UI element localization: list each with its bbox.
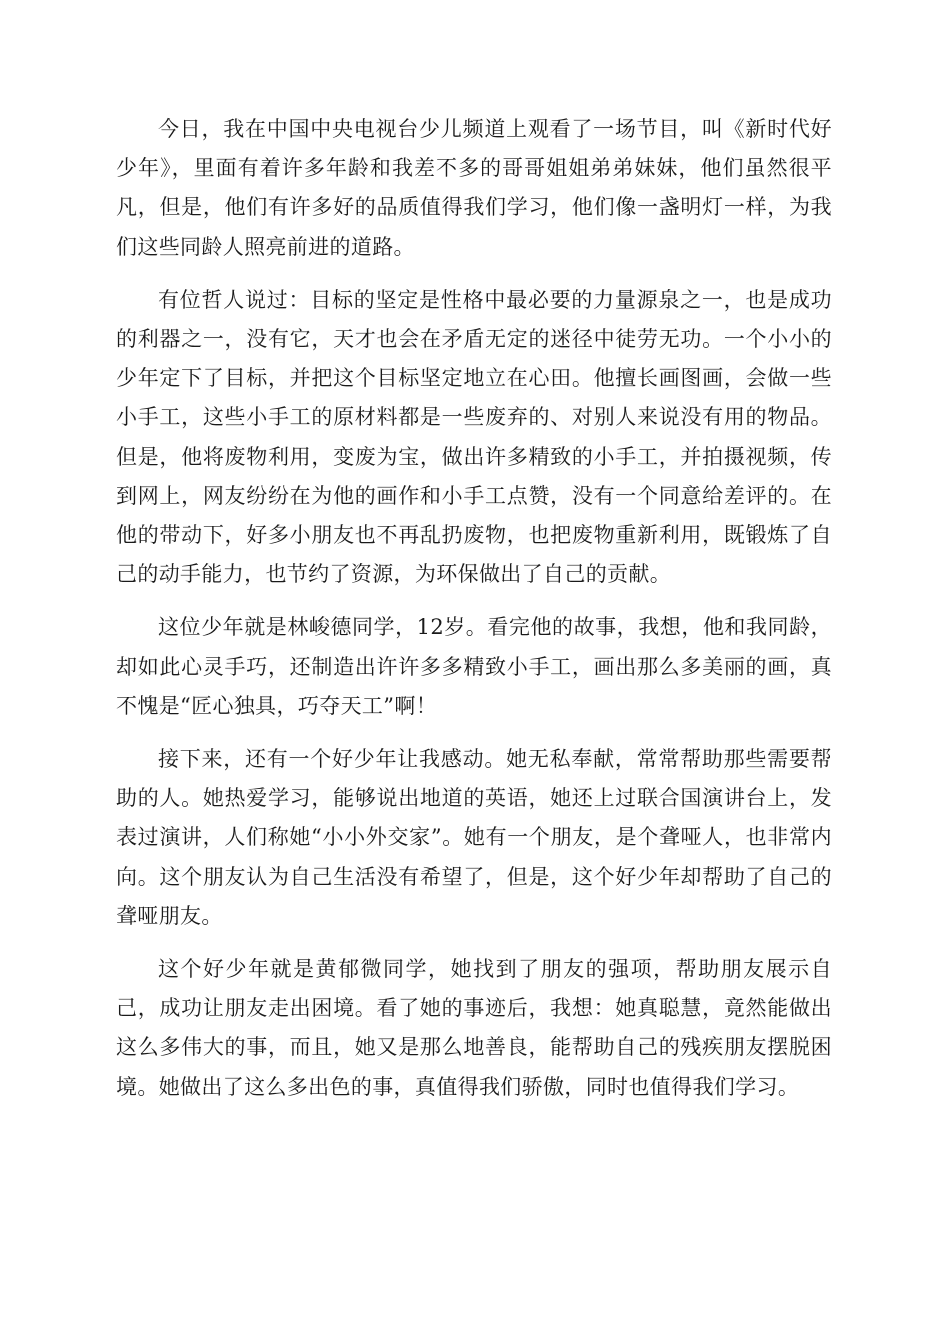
document-page — [116, 110, 832, 1121]
paragraph-2: 有位哲人说过：目标的坚定是性格中最必要的力量源泉之一，也是成功的利器之一，没有它，天才也会在矛盾无定的迷径中徒劳无功。一个小小的少年定下了目标，并把这个目标坚定地立在心田。他擅长画图画，会做一些小手工，这些小手工的原材料都是一些废弃的、对别人来说没有用的物品。但是，他将废物利用，变废为宝，做出许多精致的小手工，并拍摄视频，传到网上，网友纷纷在为他的画作和小手工点赞，没有一个同意给差评的。在他的带动下，好多小朋友也不再乱扔废物，也把废物重新利用，既锻炼了自己的动手能力，也节约了资源，为环保做出了自己的贡献。 — [116, 287, 832, 587]
paragraph-3: 这位少年就是林峻德同学，12岁。看完他的故事，我想，他和我同龄，却如此心灵手巧，还制造出许许多多精致小手工，画出那么多美丽的画，真不愧是“匠心独具，巧夺天工”啊！ — [116, 615, 832, 718]
paragraph-4: 接下来，还有一个好少年让我感动。她无私奉献，常常帮助那些需要帮助的人。她热爱学习，能够说出地道的英语，她还上过联合国演讲台上，发表过演讲，人们称她“小小外交家”。她有一个朋友，是个聋哑人，也非常内向。这个朋友认为自己生活没有希望了，但是，这个好少年却帮助了自己的聋哑朋友。 — [116, 747, 832, 928]
paragraph-1: 今日，我在中国中央电视台少儿频道上观看了一场节目，叫《新时代好少年》，里面有着许多年龄和我差不多的哥哥姐姐弟弟妹妹，他们虽然很平凡，但是，他们有许多好的品质值得我们学习，他们像一盏明灯一样，为我们这些同龄人照亮前进的道路。 — [116, 117, 832, 259]
paragraph-5: 这个好少年就是黄郁微同学，她找到了朋友的强项，帮助朋友展示自己，成功让朋友走出困境。看了她的事迹后，我想：她真聪慧，竟然能做出这么多伟大的事，而且，她又是那么地善良，能帮助自己的残疾朋友摆脱困境。她做出了这么多出色的事，真值得我们骄傲，同时也值得我们学习。 — [116, 957, 832, 1099]
